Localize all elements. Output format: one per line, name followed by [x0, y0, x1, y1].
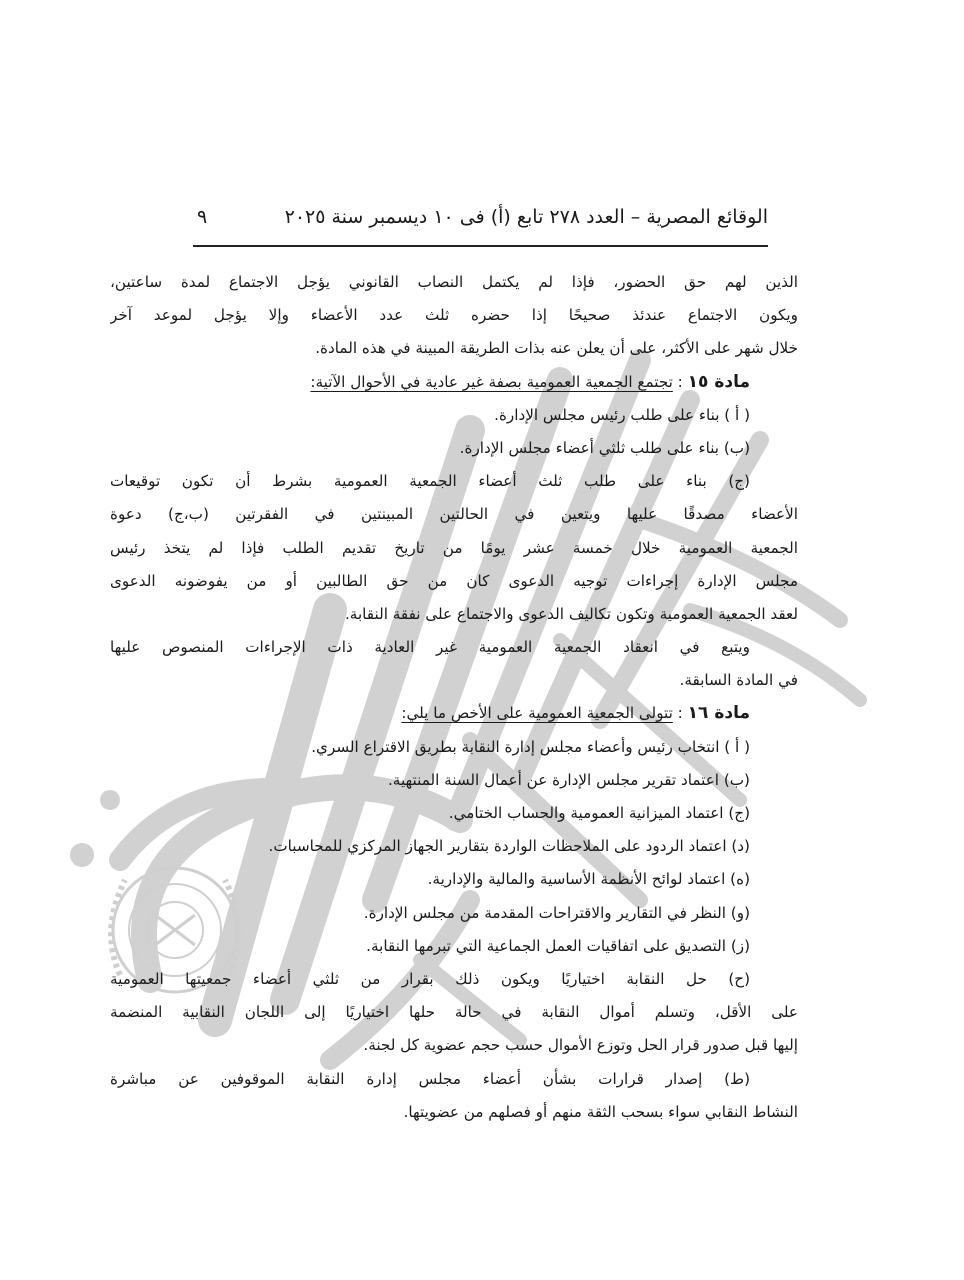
list-item: (د) اعتماد الردود على الملاحظات الواردة بتقارير الجهاز المركزي للمحاسبات. — [268, 837, 750, 856]
list-item: ( أ ) بناء على طلب رئيس مجلس الإدارة. — [494, 405, 750, 424]
text-line: الذين لهم حق الحضور، فإذا لم يكتمل النصاب القانوني يؤجل الاجتماع لمدة ساعتين، — [110, 273, 798, 291]
article-16 — [110, 697, 798, 1128]
text-line: إليها قبل صدور قرار الحل وتوزع الأموال حسب حجم عضوية كل لجنة. — [363, 1036, 798, 1055]
list-item: (ب) بناء على طلب ثلثي أعضاء مجلس الإدارة. — [459, 438, 750, 457]
article-title: تتولى الجمعية العمومية على الأخص ما يلي: — [401, 704, 673, 723]
list-item: (ب) اعتماد تقرير مجلس الإدارة عن أعمال السنة المنتهية. — [387, 770, 750, 789]
text-line: على الأقل، وتسلم أموال النقابة في حالة حلها اختياريًا إلى اللجان النقابية المنضمة — [110, 1003, 798, 1022]
text-line: ويكون الاجتماع عندئذ صحيحًا إذا حضره ثلث عدد الأعضاء وإلا يؤجل لموعد آخر — [110, 306, 798, 325]
continuation-paragraph — [110, 266, 798, 366]
gazette-title: الوقائع المصرية – العدد ٢٧٨ تابع (أ) فى ١٠ ديسمبر سنة ٢٠٢٥ — [284, 206, 768, 228]
text-line: مجلس الإدارة إجراءات توجيه الدعوى كان من حق الطالبين أو من يفوضونه الدعوى — [110, 571, 798, 590]
list-item: (ز) التصديق على اتفاقيات العمل الجماعية التي تبرمها النقابة. — [366, 936, 750, 955]
text-line: (ج) بناء على طلب ثلث أعضاء الجمعية العمومية بشرط أن تكون توقيعات — [110, 472, 750, 491]
text-line: النشاط النقابي سواء بسحب الثقة منهم أو فصلهم من عضويتها. — [403, 1102, 798, 1121]
text-line: (ح) حل النقابة اختياريًا ويكون ذلك بقرار من ثلثي أعضاء جمعيتها العمومية — [110, 969, 750, 988]
document-body — [110, 266, 798, 1129]
list-item: ( أ ) انتخاب رئيس وأعضاء مجلس إدارة النقابة بطريق الاقتراع السري. — [311, 737, 750, 756]
article-title: تجتمع الجمعية العمومية بصفة غير عادية في الأحوال الآتية: — [310, 372, 673, 391]
text-line: خلال شهر على الأكثر، على أن يعلن عنه بذات الطريقة المبينة في هذه المادة. — [315, 339, 798, 358]
article-separator: : — [672, 704, 688, 723]
article-label: مادة ١٥ — [687, 371, 750, 392]
page-header — [193, 200, 768, 234]
list-item: (و) النظر في التقارير والاقتراحات المقدمة من مجلس الإدارة. — [363, 903, 750, 922]
text-line: الأعضاء مصدقًا عليها ويتعين في الحالتين المبينتين في الفقرتين (ب،ج) دعوة — [110, 505, 798, 524]
text-line: الجمعية العمومية خلال خمسة عشر يومًا من تاريخ تقديم الطلب فإذا لم يتخذ رئيس — [110, 538, 798, 557]
text-line: في المادة السابقة. — [679, 671, 798, 690]
list-item: (ه) اعتماد لوائح الأنظمة الأساسية والمالية والإدارية. — [427, 870, 750, 889]
article-heading — [110, 697, 798, 730]
list-item: (ج) اعتماد الميزانية العمومية والحساب الختامي. — [448, 804, 750, 822]
article-label: مادة ١٦ — [687, 703, 750, 724]
article-15 — [110, 366, 798, 698]
text-line: لعقد الجمعية العمومية وتكون تكاليف الدعوى والاجتماع على نفقة النقابة. — [344, 604, 798, 623]
header-divider — [193, 245, 768, 247]
text-line: (ط) إصدار قرارات بشأن أعضاء مجلس إدارة النقابة الموقوفين عن مباشرة — [110, 1069, 750, 1088]
page-number: ٩ — [197, 206, 208, 228]
article-separator: : — [672, 372, 688, 391]
text-line: ويتبع في انعقاد الجمعية العمومية غير العادية ذات الإجراءات المنصوص عليها — [110, 638, 750, 657]
article-heading — [110, 366, 798, 399]
